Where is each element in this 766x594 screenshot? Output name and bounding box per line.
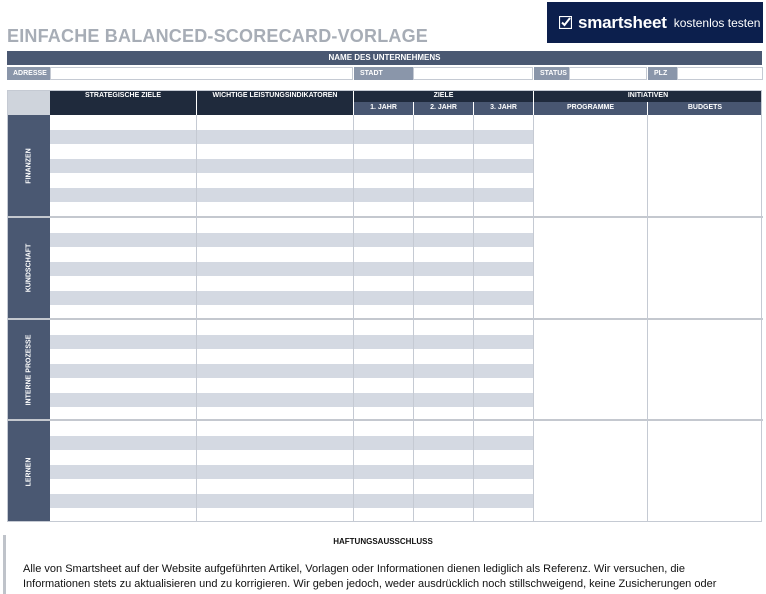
column-divider	[196, 115, 197, 522]
table-row[interactable]	[50, 173, 533, 188]
table-row[interactable]	[50, 144, 533, 159]
table-row[interactable]	[50, 349, 533, 364]
zip-input[interactable]	[677, 67, 763, 80]
table-row[interactable]	[50, 233, 533, 248]
col-header-year2: 2. JAHR	[414, 102, 474, 115]
col-header-budgets: BUDGETS	[648, 102, 763, 115]
column-divider	[647, 115, 648, 522]
table-row[interactable]	[50, 436, 533, 451]
col-header-strategic: STRATEGISCHE ZIELE	[50, 90, 197, 115]
disclaimer-text: Alle von Smartsheet auf der Website aufgeführten Artikel, Vorlagen oder Informationen dienen lediglich als Referenz. Wir versuchen, die Informationen stets zu aktualisieren und zu korrigieren. Wir geben jedoch, weder ausdrücklich noch stillschweigend, keine Zusicherungen oder	[23, 563, 717, 590]
table-row[interactable]	[50, 364, 533, 379]
zip-label: PLZ	[648, 67, 677, 80]
table-corner	[7, 90, 50, 115]
section-divider	[7, 419, 763, 421]
column-divider	[353, 115, 354, 522]
table-row[interactable]	[50, 247, 533, 262]
table-row[interactable]	[50, 262, 533, 277]
table-row[interactable]	[50, 320, 533, 335]
table-row[interactable]	[50, 202, 533, 217]
column-divider	[413, 115, 414, 522]
col-header-year3: 3. JAHR	[474, 102, 534, 115]
table-row[interactable]	[50, 291, 533, 306]
table-row[interactable]	[50, 508, 533, 523]
trial-cta-label: kostenlos testen	[673, 15, 761, 30]
col-header-initiatives: INITIATIVEN	[534, 90, 763, 102]
table-row[interactable]	[50, 159, 533, 174]
address-input[interactable]	[50, 67, 353, 80]
table-row[interactable]	[50, 276, 533, 291]
checkmark-logo-icon	[559, 16, 572, 29]
table-row[interactable]	[50, 393, 533, 408]
table-row[interactable]	[50, 188, 533, 203]
table-row[interactable]	[50, 378, 533, 393]
col-header-programs: PROGRAMME	[534, 102, 648, 115]
address-label: ADRESSE	[7, 67, 50, 80]
table-row[interactable]	[50, 130, 533, 145]
column-divider	[473, 115, 474, 522]
col-header-year1: 1. JAHR	[354, 102, 414, 115]
col-header-kpi: WICHTIGE LEISTUNGSINDIKATOREN	[197, 90, 354, 115]
city-label: STADT	[354, 67, 413, 80]
section-divider	[7, 216, 763, 218]
section-label-finances: FINANZEN	[7, 115, 50, 216]
status-label: STATUS	[534, 67, 569, 80]
column-divider	[533, 115, 534, 522]
brand-name: smartsheet	[578, 12, 667, 32]
table-row[interactable]	[50, 479, 533, 494]
city-input[interactable]	[413, 67, 533, 80]
section-label-customers: KUNDSCHAFT	[7, 218, 50, 318]
company-name-field[interactable]: NAME DES UNTERNEHMENS	[7, 51, 762, 65]
status-input[interactable]	[569, 67, 647, 80]
section-divider	[7, 318, 763, 320]
table-row[interactable]	[50, 335, 533, 350]
table-row[interactable]	[50, 494, 533, 509]
table-row[interactable]	[50, 465, 533, 480]
disclaimer-title: HAFTUNGSAUSSCHLUSS	[333, 537, 433, 546]
table-row[interactable]	[50, 421, 533, 436]
table-row[interactable]	[50, 450, 533, 465]
table-row[interactable]	[50, 115, 533, 130]
section-label-processes: INTERNE PROZESSE	[7, 320, 50, 419]
col-header-goals: ZIELE	[354, 90, 534, 102]
table-row[interactable]	[50, 218, 533, 233]
section-label-learning: LERNEN	[7, 421, 50, 522]
page-title: EINFACHE BALANCED-SCORECARD-VORLAGE	[7, 26, 429, 46]
smartsheet-trial-button[interactable]	[547, 2, 763, 43]
